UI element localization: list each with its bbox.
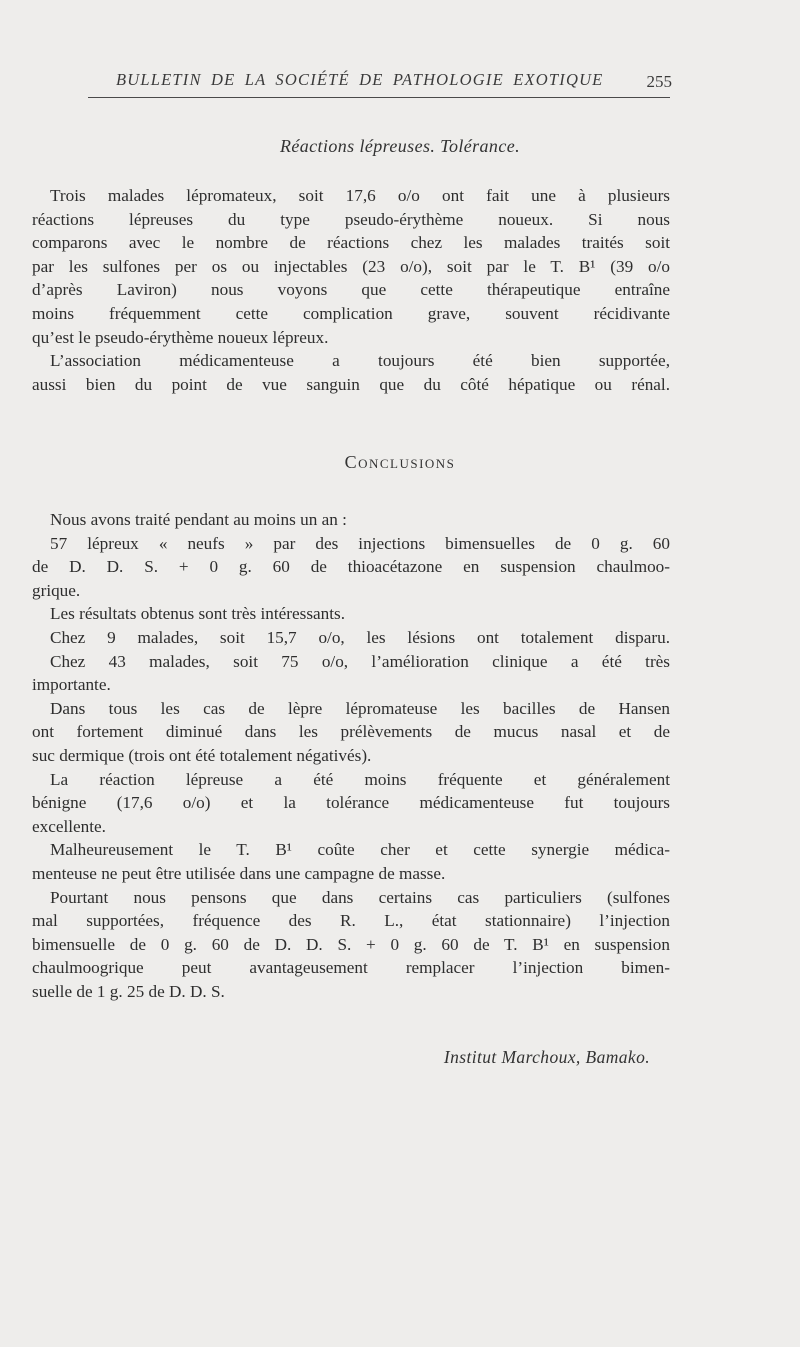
text-line: Chez 9 malades, soit 15,7 o/o, les lésions ont totalement disparu.	[50, 627, 670, 647]
text-line: Nous avons traité pendant au moins un an :	[50, 510, 347, 529]
running-head	[88, 70, 672, 98]
text-line: Trois malades lépromateux, soit 17,6 o/o ont fait une à plusieurs	[50, 186, 670, 205]
text-line: Dans tous les cas de lèpre lépromateuse les bacilles de Hansen	[50, 698, 670, 718]
text-line: Les résultats obtenus sont très intéressants.	[50, 604, 345, 624]
text-line: mal supportées, fréquence des R. L., état stationnaire) l’injection	[32, 911, 670, 931]
text-line: importante.	[32, 675, 111, 695]
text-line: par les sulfones per os ou injectables (23 o/o), soit par le T. B¹ (39 o/o	[32, 256, 670, 276]
text-line: Malheureusement le T. B¹ coûte cher et cette synergie médica-	[50, 840, 670, 860]
text-line: grique.	[32, 580, 81, 600]
text-line: L’association médicamenteuse a toujours été bien supportée,	[50, 351, 670, 371]
text-line: réactions lépreuses du type pseudo-érythème noueux. Si nous	[32, 209, 670, 229]
section-title-conclusions: Conclusions	[344, 452, 456, 472]
text-line: excellente.	[32, 816, 106, 836]
text-line: menteuse ne peut être utilisée dans une campagne de masse.	[32, 863, 446, 883]
text-line: 57 lépreux « neufs » par des injections bimensuelles de 0 g. 60	[50, 533, 670, 553]
paragraph-reactions	[32, 184, 670, 396]
text-line: bimensuelle de 0 g. 60 de D. D. S. + 0 g. 60 de T. B¹ en suspension	[32, 934, 670, 954]
text-line: chaulmoogrique peut avantageusement remplacer l’injection bimen-	[32, 958, 670, 978]
institution-signature: Institut Marchoux, Bamako.	[443, 1047, 650, 1067]
header-rule	[88, 97, 670, 98]
text-line: aussi bien du point de vue sanguin que du côté hépatique ou rénal.	[32, 374, 670, 394]
text-line: suc dermique (trois ont été totalement négativés).	[32, 745, 372, 765]
text-line: Pourtant nous pensons que dans certains cas particuliers (sulfones	[50, 887, 670, 907]
text-line: qu’est le pseudo-érythème noueux lépreux.	[32, 327, 329, 347]
text-line: ont fortement diminué dans les prélèvements de mucus nasal et de	[32, 722, 670, 742]
journal-title: BULLETIN DE LA SOCIÉTÉ DE PATHOLOGIE EXOTIQUE	[116, 70, 604, 89]
text-line: de D. D. S. + 0 g. 60 de thioacétazone en suspension chaulmoo-	[32, 557, 670, 577]
paragraph-conclusions	[32, 508, 670, 1003]
text-line: comparons avec le nombre de réactions chez les malades traités soit	[32, 233, 670, 253]
text-line: suelle de 1 g. 25 de D. D. S.	[32, 981, 225, 1001]
page-number: 255	[646, 72, 672, 91]
text-line: bénigne (17,6 o/o) et la tolérance médicamenteuse fut toujours	[32, 793, 670, 813]
text-line: d’après Laviron) nous voyons que cette thérapeutique entraîne	[32, 280, 670, 300]
text-line: Chez 43 malades, soit 75 o/o, l’amélioration clinique a été très	[50, 651, 670, 671]
section-title-reactions: Réactions lépreuses. Tolérance.	[279, 136, 521, 156]
text-line: moins fréquemment cette complication grave, souvent récidivante	[32, 303, 670, 323]
text-line: La réaction lépreuse a été moins fréquente et généralement	[50, 769, 670, 789]
